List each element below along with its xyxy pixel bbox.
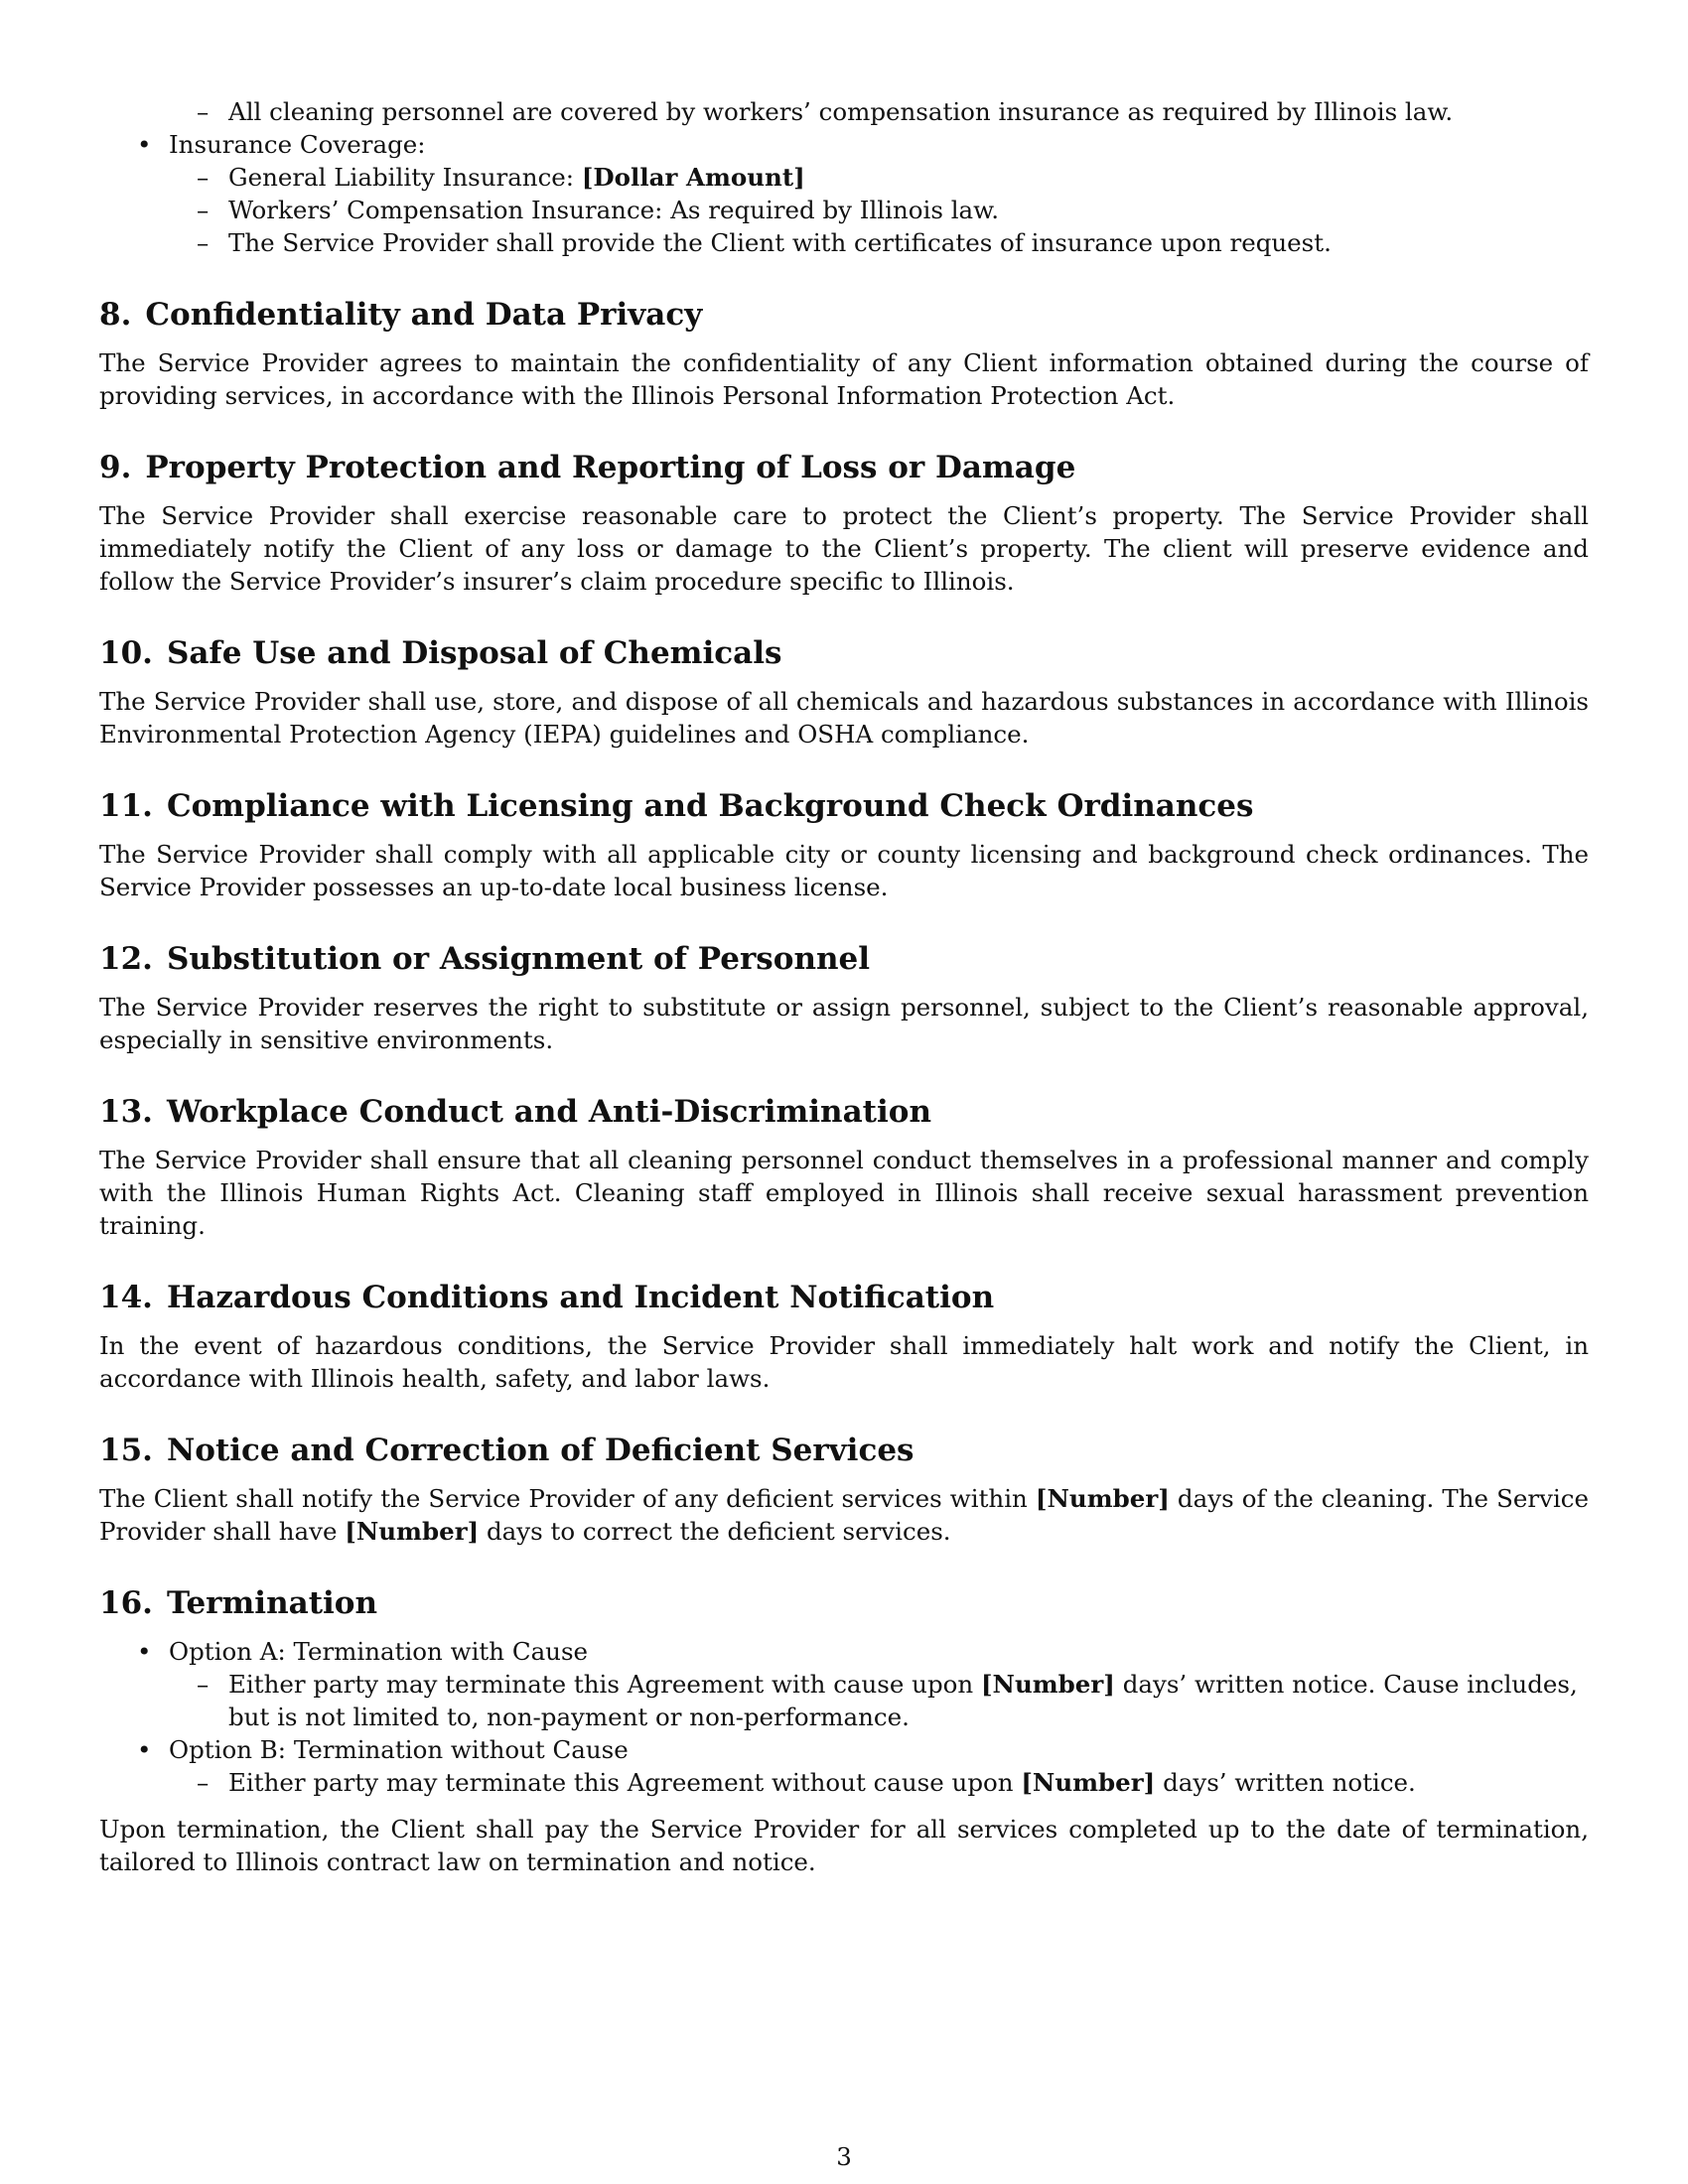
insurance-list [99, 128, 1589, 259]
bullet-icon: • [137, 1637, 152, 1666]
section-title: Compliance with Licensing and Background Check Ordinances [166, 788, 1254, 824]
section-number: 11. [99, 788, 153, 824]
section-8 [99, 295, 1589, 412]
section-title: Property Protection and Reporting of Loss or Damage [145, 450, 1076, 485]
section-title: Hazardous Conditions and Incident Notification [166, 1280, 995, 1315]
section-body: The Service Provider agrees to maintain the confidentiality of any Client information obtained during the course of providing services, in accordance with the Illinois Personal Information Protection Act. [99, 348, 1589, 410]
section-body: The Service Provider shall ensure that all cleaning personnel conduct themselves in a professional manner and comply with the Illinois Human Rights Act. Cleaning staff employed in Illinois shall receive sexual harassment prevention training. [99, 1146, 1589, 1240]
placeholder-number: [Number] [980, 1670, 1115, 1699]
list-item [189, 1766, 1589, 1799]
section-number: 8. [99, 297, 132, 333]
section-heading [99, 1431, 1589, 1470]
section-14 [99, 1278, 1589, 1395]
section-title: Confidentiality and Data Privacy [145, 297, 703, 333]
section-number: 15. [99, 1433, 153, 1468]
section-title: Workplace Conduct and Anti-Discrimination [166, 1094, 931, 1130]
list-item [189, 161, 1589, 194]
section-title: Termination [166, 1585, 378, 1621]
section-12 [99, 939, 1589, 1056]
section-heading [99, 633, 1589, 673]
list-item-insurance [99, 128, 1589, 259]
bullet-icon: • [137, 1735, 152, 1764]
section-title: Safe Use and Disposal of Chemicals [166, 635, 782, 671]
section-body: The Service Provider reserves the right to substitute or assign personnel, subject to the Client’s reasonable approval, especially in sensitive environments. [99, 993, 1589, 1054]
section-body: The Service Provider shall use, store, and dispose of all chemicals and hazardous substances in accordance with Illinois Environmental Protection Agency (IEPA) guidelines and OSHA compliance. [99, 687, 1589, 749]
document-page [99, 95, 1589, 1878]
item-text: The Service Provider shall provide the Client with certificates of insurance upon request. [228, 228, 1332, 257]
list-item [189, 1668, 1589, 1733]
termination-closing-paragraph: Upon termination, the Client shall pay the Service Provider for all services completed up to the date of termination, tailored to Illinois contract law on termination and notice. [99, 1815, 1589, 1876]
section-number: 10. [99, 635, 153, 671]
item-text: days’ written notice. [1155, 1768, 1416, 1797]
section-9 [99, 448, 1589, 598]
section-title: Substitution or Assignment of Personnel [166, 941, 871, 977]
item-text: General Liability Insurance: [228, 163, 582, 192]
placeholder-number: [Number] [1035, 1484, 1170, 1513]
list-item [189, 194, 1589, 226]
termination-options-list [99, 1635, 1589, 1799]
section-heading [99, 786, 1589, 826]
option-a-sublist [189, 1668, 1589, 1733]
body-text: days to correct the deficient services. [479, 1517, 951, 1546]
section-body: The Service Provider shall comply with all applicable city or county licensing and background check ordinances. The Service Provider possesses an up-to-date local business license. [99, 840, 1589, 901]
item-text: days’ written notice. Cause includes, but is not limited to, non-payment or non-performance. [228, 1670, 1578, 1731]
section-heading [99, 1092, 1589, 1132]
item-text: Either party may terminate this Agreement without cause upon [228, 1768, 1022, 1797]
body-text: The Client shall notify the Service Provider of any deficient services within [99, 1484, 1036, 1513]
item-text: Either party may terminate this Agreement with cause upon [228, 1670, 981, 1699]
option-label: Option A: Termination with Cause [169, 1637, 589, 1666]
section-number: 14. [99, 1280, 153, 1315]
option-label: Option B: Termination without Cause [169, 1735, 629, 1764]
option-b-sublist [189, 1766, 1589, 1799]
section-15 [99, 1431, 1589, 1548]
page-number: 3 [836, 2142, 852, 2171]
insurance-label: Insurance Coverage: [169, 130, 426, 159]
section-13 [99, 1092, 1589, 1242]
section-body: In the event of hazardous conditions, the Service Provider shall immediately halt work and notify the Client, in accordance with Illinois health, safety, and labor laws. [99, 1331, 1589, 1393]
section-heading [99, 1583, 1589, 1623]
section-heading [99, 295, 1589, 335]
section-title: Notice and Correction of Deficient Services [166, 1433, 914, 1468]
placeholder-number: [Number] [1021, 1768, 1156, 1797]
section-11 [99, 786, 1589, 903]
list-item-option-b [99, 1733, 1589, 1799]
placeholder-dollar-amount: [Dollar Amount] [581, 163, 805, 192]
section-heading [99, 448, 1589, 487]
section-body [99, 1482, 1589, 1548]
section-10 [99, 633, 1589, 751]
insurance-sublist [189, 161, 1589, 259]
section-number: 13. [99, 1094, 153, 1130]
list-item-option-a [99, 1635, 1589, 1733]
section-heading [99, 1278, 1589, 1317]
placeholder-number: [Number] [345, 1517, 480, 1546]
section-number: 9. [99, 450, 132, 485]
item-text: Workers’ Compensation Insurance: As required by Illinois law. [228, 196, 999, 224]
list-item: – All cleaning personnel are covered by workers’ compensation insurance as required by Illinois law. [189, 95, 1589, 128]
section-heading [99, 939, 1589, 979]
section-16 [99, 1583, 1589, 1878]
list-item [189, 226, 1589, 259]
section-number: 12. [99, 941, 153, 977]
bullet-icon: • [137, 130, 152, 159]
section-body: The Service Provider shall exercise reasonable care to protect the Client’s property. The Service Provider shall immediately notify the Client of any loss or damage to the Client’s property. The client will preserve evidence and follow the Service Provider’s insurer’s claim procedure specific to Illinois. [99, 501, 1589, 596]
section-number: 16. [99, 1585, 153, 1621]
body-text: days of the cleaning. The Service Provider shall have [99, 1484, 1589, 1546]
workers-comp-sublist [189, 95, 1589, 128]
